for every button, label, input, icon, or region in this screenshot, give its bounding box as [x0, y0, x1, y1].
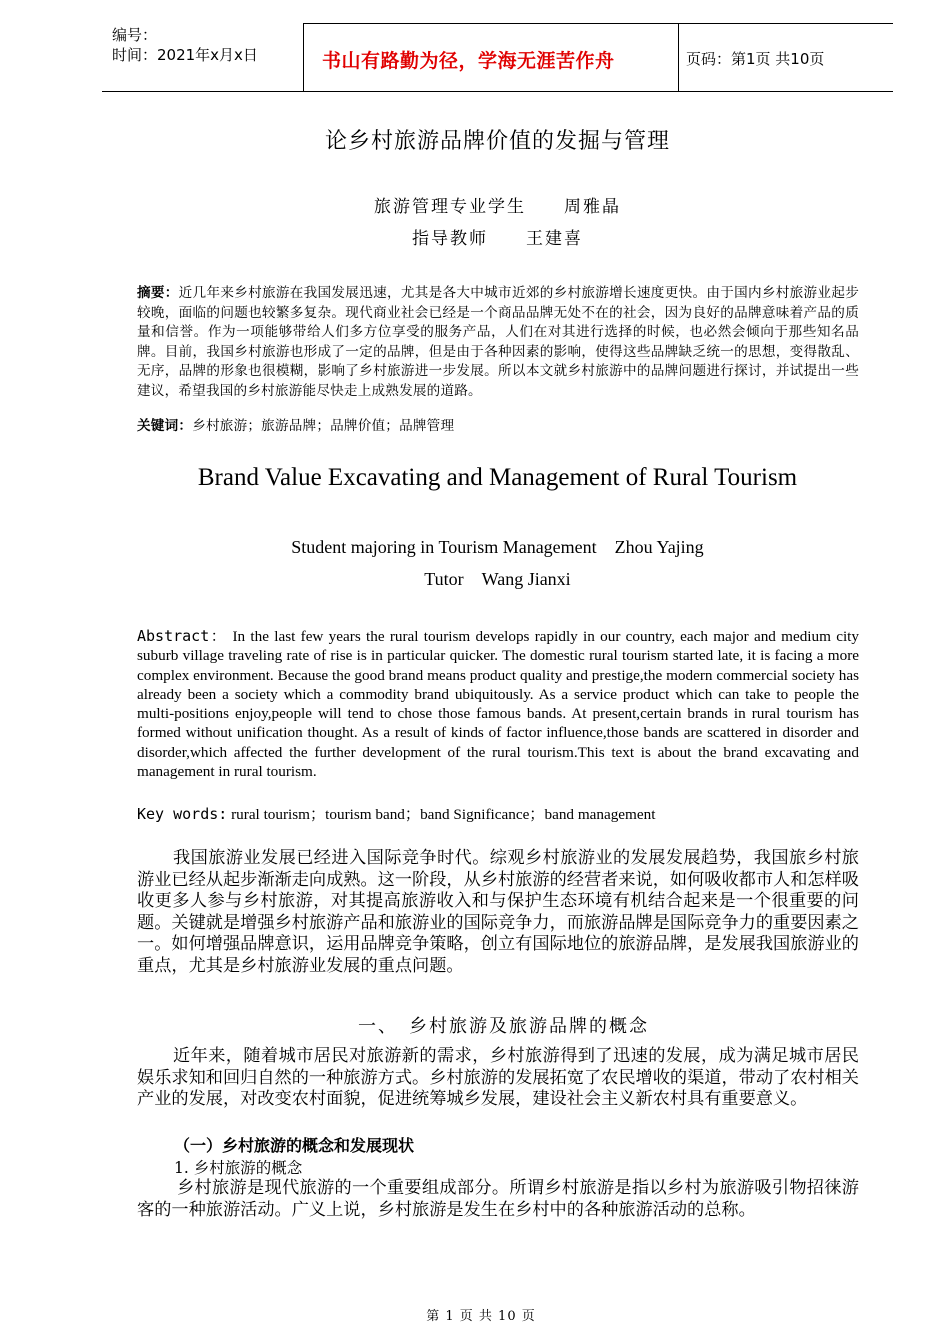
header-divider-left	[303, 23, 304, 91]
header-motto: 书山有路勤为径，学海无涯苦作舟	[322, 50, 615, 72]
author-student-cn: 旅游管理专业学生 周雅晶	[374, 197, 621, 217]
page-footer: 第 1 页 共 10 页	[426, 1309, 536, 1324]
header-page-info: 页码：第1页 共10页	[686, 50, 825, 68]
subsection-1-1-paragraph: 乡村旅游是现代旅游的一个重要组成部分。所谓乡村旅游是指以乡村为旅游吸引物招徕游客的一种旅游活动。广义上说，乡村旅游是发生在乡村中的各种旅游活动的总称。	[137, 1178, 859, 1220]
abstract-cn	[137, 284, 859, 402]
abstract-en-label: Abstract：	[137, 627, 228, 645]
abstract-en	[137, 627, 859, 781]
header-time-label: 时间：2021年x月x日	[112, 46, 258, 64]
body-intro-paragraph: 我国旅游业发展已经进入国际竞争时代。综观乡村旅游业的发展发展趋势，我国旅乡村旅游业已经从起步渐渐走向成熟。这一阶段，从乡村旅游的经营者来说，如何吸收都市人和怎样吸收更多人参与乡村旅游，对其提高旅游收入和与保护生态环境有机结合起来是一个很重要的问题。关键就是增强乡村旅游产品和旅游业的国际竞争力，而旅游品牌是国际竞争力的重要因素之一。如何增强品牌意识，运用品牌竞争策略，创立有国际地位的旅游品牌，是发展我国旅游业的重点，尤其是乡村旅游业发展的重点问题。	[137, 848, 859, 976]
keywords-cn	[137, 417, 859, 437]
header-number-label: 编号：	[112, 26, 158, 44]
abstract-cn-label: 摘要：	[137, 285, 179, 301]
subsection-1-heading: （一）乡村旅游的概念和发展现状	[174, 1136, 415, 1155]
abstract-cn-text: 近几年来乡村旅游在我国发展迅速，尤其是各大中城市近郊的乡村旅游增长速度更快。由于国内乡村旅游业起步较晚，面临的问题也较繁多复杂。现代商业社会已经是一个商品品牌无处不在的社会，因为良好的品牌意味着产品的质量和信誉。作为一项能够带给人们多方位享受的服务产品，人们在对其进行选择的时候，也必然会倾向于那些知名品牌。目前，我国乡村旅游也形成了一定的品牌，但是由于各种因素的影响，使得这些品牌缺乏统一的思想，变得散乱、无序，品牌的形象也很模糊，影响了乡村旅游进一步发展。所以本文就乡村旅游中的品牌问题进行探讨，并试提出一些建议，希望我国的乡村旅游能尽快走上成熟发展的道路。	[137, 285, 860, 399]
page-title-en: Brand Value Excavating and Management of Rural Tourism	[197, 464, 798, 491]
author-student-en: Student majoring in Tourism Management Zhou Yajing	[291, 537, 704, 557]
section-1-heading: 一、 乡村旅游及旅游品牌的概念	[358, 1016, 649, 1037]
keywords-en	[137, 805, 859, 824]
abstract-en-text: In the last few years the rural tourism develops rapidly in our country, each major and medium city suburb village traveling rate of rise is in particular quicker. The domestic rural tourism started late, it is facing a more complex environment. Because the good brand means product quality and prestige,the modern commercial society has already been a society which a commodity brand ubiquitously. As a service product which can take to people the multi-positions enjoy,people will tend to chose those famous bands. At present,certain brands in rural tourism has formed without unification thought. As a result of kinds of factor influence,those bands are scattered in disorder and disorder,which affected the further development of the rural tourism.This text is about the brand excavating and management in rural tourism.	[137, 628, 859, 781]
header-divider-right	[678, 23, 679, 91]
section-1-paragraph: 近年来，随着城市居民对旅游新的需求，乡村旅游得到了迅速的发展，成为满足城市居民娱乐求知和回归自然的一种旅游方式。乡村旅游的发展拓宽了农民增收的渠道，带动了农村相关产业的发展，对改变农村面貌，促进统筹城乡发展，建设社会主义新农村具有重要意义。	[137, 1046, 859, 1110]
header-top-rule	[303, 23, 893, 24]
author-tutor-en: Tutor Wang Jianxi	[424, 569, 571, 589]
page-title-cn: 论乡村旅游品牌价值的发掘与管理	[324, 129, 670, 154]
keywords-en-text: rural tourism；tourism band；band Significance；band management	[231, 806, 656, 823]
header-bottom-rule	[102, 91, 893, 92]
subsection-1-1-heading: 1. 乡村旅游的概念	[174, 1159, 303, 1177]
author-tutor-cn: 指导教师 王建喜	[412, 229, 583, 249]
keywords-cn-text: 乡村旅游；旅游品牌；品牌价值；品牌管理	[192, 418, 455, 434]
keywords-cn-label: 关键词：	[137, 418, 193, 434]
keywords-en-label: Key words:	[137, 805, 228, 823]
